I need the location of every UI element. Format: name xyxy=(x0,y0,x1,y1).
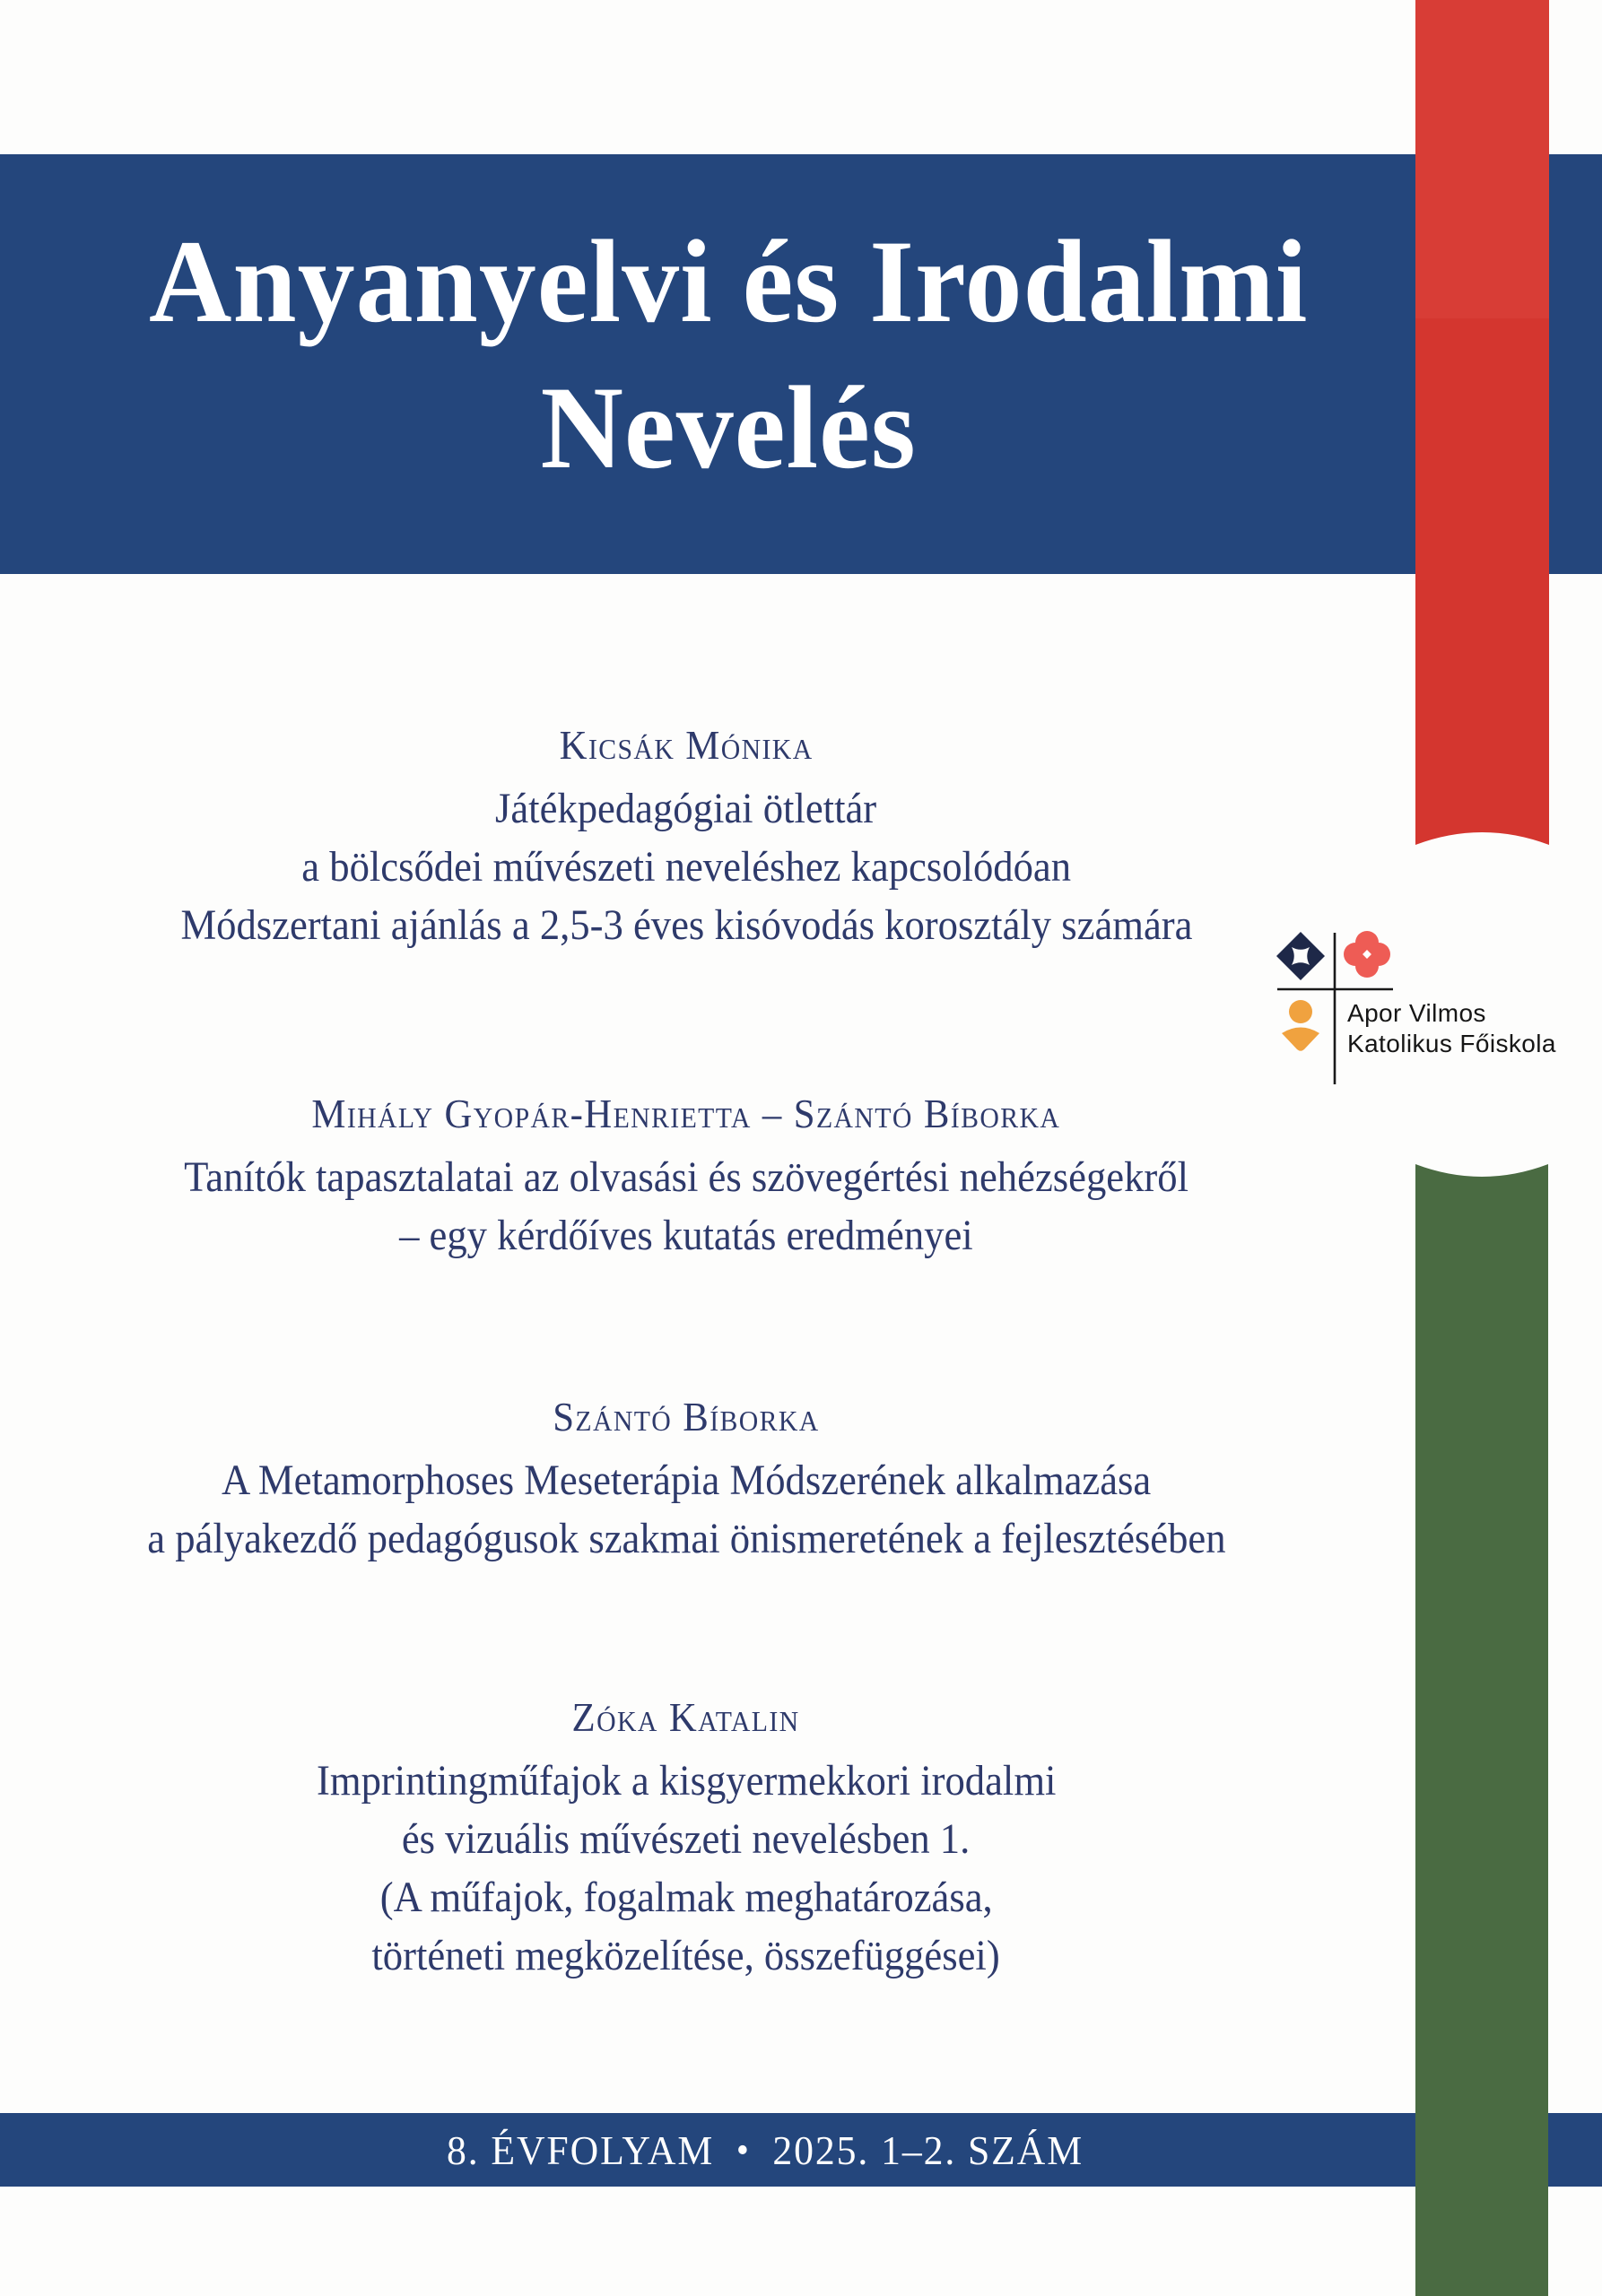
article-block xyxy=(0,1692,1372,1985)
volume-issue-line xyxy=(39,2113,1493,2187)
college-name-line2: Katolikus Főiskola xyxy=(1347,1030,1556,1057)
article-author: Zóka Katalin xyxy=(571,1694,801,1740)
issue-label: 2025. 1–2. SZÁM xyxy=(772,2126,1084,2173)
article-author: Mihály Gyopár-Henrietta – Szántó Bíborka xyxy=(311,1091,1061,1136)
article-title-line: a pályakezdő pedagógusok szakmai önismeretének a fejlesztésében xyxy=(146,1515,1226,1562)
article-author: Kicsák Mónika xyxy=(559,722,814,768)
article-author: Szántó Bíborka xyxy=(553,1394,820,1439)
footer-bar xyxy=(0,2113,1602,2187)
diamond-star-icon xyxy=(1276,932,1325,980)
bullet-separator: • xyxy=(736,2130,751,2171)
red-ribbon xyxy=(1415,0,1549,852)
article-block xyxy=(0,720,1372,954)
college-name-line1: Apor Vilmos xyxy=(1347,999,1486,1027)
green-ribbon xyxy=(1415,1164,1548,2296)
article-block xyxy=(0,1089,1372,1265)
article-block xyxy=(0,1392,1372,1568)
person-icon xyxy=(1282,1000,1319,1051)
article-title-line: történeti megközelítése, összefüggései) xyxy=(371,1932,1001,1979)
journal-title-line2: Nevelés xyxy=(540,361,917,493)
journal-title xyxy=(0,208,1457,500)
article-title-line: A Metamorphoses Meseterápia Módszerének alkalmazása xyxy=(221,1457,1152,1504)
college-logo xyxy=(1274,927,1597,1089)
college-name xyxy=(1347,998,1556,1059)
article-title-line: Imprintingműfajok a kisgyermekkori irodalmi xyxy=(316,1757,1057,1805)
article-title-line: és vizuális művészeti nevelésben 1. xyxy=(402,1815,971,1863)
article-title-line: a bölcsődei művészeti neveléshez kapcsolódóan xyxy=(301,843,1071,891)
article-title-line: (A műfajok, fogalmak meghatározása, xyxy=(379,1874,993,1921)
article-title-line: Módszertani ajánlás a 2,5-3 éves kisóvodás korosztály számára xyxy=(179,901,1193,949)
article-title-line: Tanítók tapasztalatai az olvasási és szövegértési nehézségekről xyxy=(184,1153,1188,1201)
article-title-line: – egy kérdőíves kutatás eredményei xyxy=(399,1212,973,1259)
article-title-line: Játékpedagógiai ötlettár xyxy=(495,785,877,832)
journal-title-line1: Anyanyelvi és Irodalmi xyxy=(148,215,1309,347)
volume-label: 8. ÉVFOLYAM xyxy=(446,2126,715,2173)
